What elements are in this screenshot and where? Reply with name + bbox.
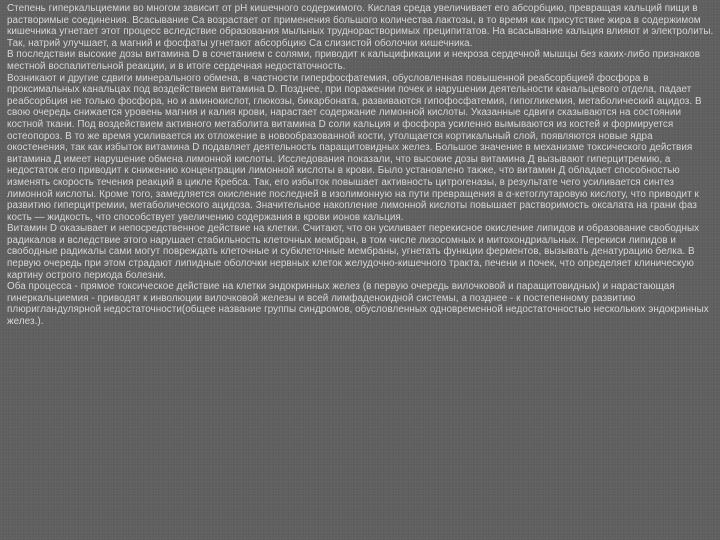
slide-body-text xyxy=(7,3,714,328)
paragraph-absorption-ph: Степень гиперкальциемии во многом зависит от pH кишечного содержимого. Кислая среда увеличивает его абсорбцию, превращая кальций пищи в растворимые соединения. Всасывание Са возрастает от применения большого количества лактозы, в то время как присутствие жира в содержимом кишечника угнетает этот процесс вследствие образования мыльных труднорастворимых преципитатов. На всасывание кальция влияют и электролиты. Так, натрий улучшает, а магний и фосфаты угнетают абсорбцию Са слизистой оболочки кишечника. xyxy=(7,3,714,49)
paragraph-heart-calcification: В последствии высокие дозы витамина D в сочетанием с солями, приводит к кальцификации и некроза сердечной мышцы без каких-либо признаков местной воспалительной реакции, и в итоге сердечная недостаточность. xyxy=(7,49,700,72)
paragraph-mineral-metabolism: Возникают и другие сдвиги минерального обмена, в частности гиперфосфатемия, обусловленная повышенной реабсорбцией фосфора в проксимальных канальцах под воздействием витамина D. Позднее, при поражении почек и нарушении деятельности канальцевого отдела, падает реабсорбция не только фосфора, но и аминокислот, глюкозы, бикарбоната, развиваются гипофосфатемия, гипогликемия, метаболический ацидоз. В свою очередь снижается уровень магния и калия крови, нарастает содержание лимонной кислоты. Указанные сдвиги сказываются на состоянии костной ткани. Под воздействием активного метаболита витамина D соли кальция и фосфора усиленно вымываются из костей и формируется остеопороз. В то же время усиливается их отложение в новообразованной кости, утолщается кортикальный слой, появляются новые ядра окостенения, так как избыток витамина D подавляет деятельность паращитовидных желез. Большое значение в механизме токсического действия витамина Д имеет нарушение обмена лимонной кислоты. Исследования показали, что высокие дозы витамина Д вызывают гиперцитремию, а недостаток его приводит к снижению концентрации лимонной кислоты в крови. Было установлено также, что витамин Д обладает способностью изменять скорость течения реакций в цикле Кребса. Так, его избыток повышает активность цитрогеназы, в результате чего усиливается синтез лимонной кислоты. Кроме того, замедляется окисление последней в изолимонную на пути превращения в α-кетоглутаровую кислоту, что приводит к развитию гиперцитремии, метаболического ацидоза. Значительное накопление лимонной кислоты повышает растворимость оксалата на грани фаз кость — жидкость, что способствует увеличению содержания в крови ионов кальция. xyxy=(7,72,702,223)
paragraph-direct-cell-action: Витамин D оказывает и непосредственное действие на клетки. Считают, что он усиливает перекисное окисление липидов и образование свободных радикалов и вследствие этого нарушает стабильность клеточных мембран, в том числе лизосомных и митохондриальных. Перекиси липидов и свободные радикалы сами могут повреждать клеточные и субклеточные мембраны, угнетать функции ферментов, вызывать денатурацию белка. В первую очередь при этом страдают липидные оболочки нервных клеток желудочно-кишечного тракта, печени и почек, что определяет клиническую картину острого периода болезни. xyxy=(7,223,700,281)
paragraph-endocrine-involution: Оба процесса - прямое токсическое действие на клетки эндокринных желез (в первую очередь вилочковой и паращитовидных) и нарастающая гинеркальциемия - приводят к инволюции вилочковой железы и всей лимфаденоидной системы, а позднее - к постепенному развитию плюригландулярной недостаточности(общее название группы синдромов, обусловленных одновременной недостаточностью нескольких эндокринных желез.). xyxy=(7,281,709,328)
